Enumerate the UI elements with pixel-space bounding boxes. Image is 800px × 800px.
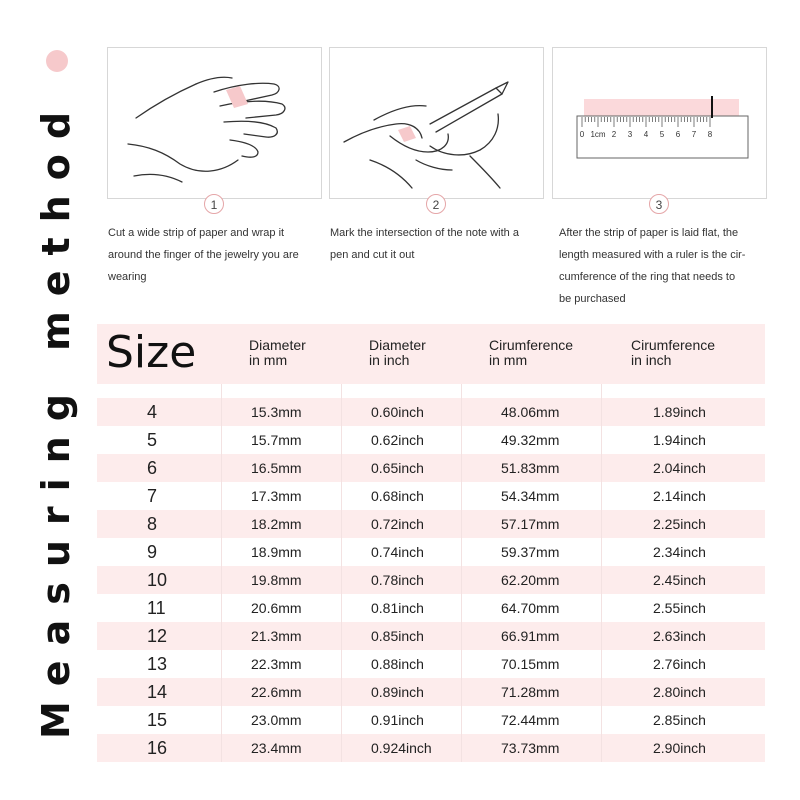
table-row bbox=[97, 678, 765, 706]
step-2-illustration bbox=[329, 47, 544, 199]
cell-circ-mm: 54.34mm bbox=[501, 488, 560, 504]
step-2-line: pen and cut it out bbox=[330, 249, 415, 261]
col-head-circumference-inch bbox=[631, 338, 715, 368]
cell-circ-mm: 73.73mm bbox=[501, 740, 560, 756]
paper-strip bbox=[584, 99, 739, 116]
step-1-line: Cut a wide strip of paper and wrap it bbox=[108, 227, 285, 239]
col-head-circumference-mm bbox=[489, 338, 573, 368]
step-1-number: 1 bbox=[204, 194, 224, 214]
step-3-line: length measured with a ruler is the cir- bbox=[559, 249, 746, 261]
cell-circ-mm: 70.15mm bbox=[501, 656, 560, 672]
cell-dia-inch: 0.924inch bbox=[371, 740, 432, 756]
table-row bbox=[97, 454, 765, 482]
col-head-diameter-inch bbox=[369, 338, 426, 368]
step-1-illustration bbox=[107, 47, 322, 199]
cell-circ-inch: 2.80inch bbox=[653, 684, 706, 700]
ruler-label: 1cm bbox=[590, 130, 606, 139]
cell-circ-mm: 59.37mm bbox=[501, 544, 560, 560]
table-row bbox=[97, 426, 765, 454]
cell-circ-inch: 1.94inch bbox=[653, 432, 706, 448]
col-head-diameter-mm bbox=[249, 338, 306, 368]
cell-size: 12 bbox=[147, 626, 168, 646]
cell-circ-mm: 48.06mm bbox=[501, 404, 560, 420]
cell-dia-inch: 0.65inch bbox=[371, 460, 424, 476]
cell-circ-inch: 2.63inch bbox=[653, 628, 706, 644]
cell-dia-mm: 16.5mm bbox=[251, 460, 302, 476]
accent-dot bbox=[46, 50, 68, 72]
cell-size: 6 bbox=[147, 458, 158, 478]
ruler-label: 7 bbox=[691, 130, 697, 139]
cell-circ-inch: 2.90inch bbox=[653, 740, 706, 756]
table-row bbox=[97, 734, 765, 762]
table-row bbox=[97, 510, 765, 538]
col-head-line: in mm bbox=[489, 352, 528, 368]
table-body bbox=[97, 398, 765, 762]
cell-dia-mm: 15.3mm bbox=[251, 404, 302, 420]
table-row bbox=[97, 622, 765, 650]
cell-circ-inch: 2.34inch bbox=[653, 544, 706, 560]
cell-circ-inch: 2.45inch bbox=[653, 572, 706, 588]
cell-circ-inch: 1.89inch bbox=[653, 404, 706, 420]
step-3-number: 3 bbox=[649, 194, 669, 214]
cell-circ-inch: 2.25inch bbox=[653, 516, 706, 532]
cell-circ-inch: 2.85inch bbox=[653, 712, 706, 728]
col-head-line: Diameter bbox=[249, 337, 306, 353]
col-head-line: Cirumference bbox=[489, 337, 574, 353]
col-head-line: Cirumference bbox=[631, 337, 716, 353]
cell-dia-inch: 0.85inch bbox=[371, 628, 424, 644]
cell-dia-mm: 17.3mm bbox=[251, 488, 302, 504]
cell-dia-inch: 0.81inch bbox=[371, 600, 424, 616]
cell-dia-mm: 22.6mm bbox=[251, 684, 302, 700]
step-3-line: be purchased bbox=[559, 293, 626, 305]
cell-dia-inch: 0.62inch bbox=[371, 432, 424, 448]
cell-size: 4 bbox=[147, 402, 158, 422]
col-head-line: Diameter bbox=[369, 337, 426, 353]
table-row bbox=[97, 398, 765, 426]
table-row bbox=[97, 538, 765, 566]
table-row bbox=[97, 650, 765, 678]
step-2-line: Mark the intersection of the note with a bbox=[330, 227, 519, 239]
step-3-text bbox=[559, 222, 745, 310]
cell-circ-mm: 66.91mm bbox=[501, 628, 560, 644]
marked-paper bbox=[398, 126, 416, 142]
step-3-line: After the strip of paper is laid flat, the bbox=[559, 227, 739, 239]
cell-circ-mm: 51.83mm bbox=[501, 460, 560, 476]
col-head-line: in inch bbox=[631, 352, 672, 368]
ruler-label: 2 bbox=[611, 130, 617, 139]
table-header bbox=[97, 324, 765, 384]
cell-size: 13 bbox=[147, 654, 168, 674]
cell-dia-mm: 19.8mm bbox=[251, 572, 302, 588]
step-1-line: around the finger of the jewelry you are bbox=[108, 249, 299, 261]
ruler-label: 3 bbox=[627, 130, 633, 139]
cell-size: 11 bbox=[147, 598, 166, 618]
cell-dia-mm: 23.4mm bbox=[251, 740, 302, 756]
cell-circ-inch: 2.55inch bbox=[653, 600, 706, 616]
header-gap bbox=[97, 384, 765, 398]
ruler-label: 0 bbox=[579, 130, 585, 139]
cell-dia-inch: 0.91inch bbox=[371, 712, 424, 728]
cell-dia-inch: 0.74inch bbox=[371, 544, 424, 560]
hand-paper-icon bbox=[108, 48, 323, 200]
cell-size: 10 bbox=[147, 570, 168, 590]
cell-dia-inch: 0.89inch bbox=[371, 684, 424, 700]
cell-dia-inch: 0.60inch bbox=[371, 404, 424, 420]
cell-dia-mm: 18.2mm bbox=[251, 516, 302, 532]
table-row bbox=[97, 482, 765, 510]
cell-circ-mm: 62.20mm bbox=[501, 572, 560, 588]
hand-pen-icon bbox=[330, 48, 545, 200]
cell-size: 7 bbox=[147, 486, 158, 506]
cell-dia-inch: 0.68inch bbox=[371, 488, 424, 504]
cell-circ-inch: 2.04inch bbox=[653, 460, 706, 476]
cell-size: 9 bbox=[147, 542, 158, 562]
step-3-line: cumference of the ring that needs to bbox=[559, 271, 736, 283]
cell-dia-inch: 0.72inch bbox=[371, 516, 424, 532]
table-row bbox=[97, 566, 765, 594]
cell-size: 16 bbox=[147, 738, 168, 758]
ruler-label: 8 bbox=[707, 130, 713, 139]
cell-size: 8 bbox=[147, 514, 158, 534]
cell-dia-mm: 15.7mm bbox=[251, 432, 302, 448]
step-3-illustration bbox=[552, 47, 767, 199]
size-table bbox=[97, 324, 765, 762]
cell-dia-mm: 21.3mm bbox=[251, 628, 302, 644]
cell-dia-mm: 18.9mm bbox=[251, 544, 302, 560]
size-heading: Size bbox=[106, 327, 197, 378]
step-2-text bbox=[330, 222, 519, 266]
ruler-label: 4 bbox=[643, 130, 649, 139]
cell-circ-inch: 2.76inch bbox=[653, 656, 706, 672]
table-row bbox=[97, 594, 765, 622]
col-head-line: in inch bbox=[369, 352, 410, 368]
cell-circ-mm: 72.44mm bbox=[501, 712, 560, 728]
cell-circ-mm: 71.28mm bbox=[501, 684, 560, 700]
ruler-label: 6 bbox=[675, 130, 681, 139]
cell-circ-mm: 49.32mm bbox=[501, 432, 560, 448]
cell-dia-inch: 0.88inch bbox=[371, 656, 424, 672]
cell-circ-mm: 57.17mm bbox=[501, 516, 560, 532]
step-1-line: wearing bbox=[108, 271, 147, 283]
cell-dia-mm: 20.6mm bbox=[251, 600, 302, 616]
col-head-line: in mm bbox=[249, 352, 288, 368]
table-row bbox=[97, 706, 765, 734]
cell-circ-mm: 64.70mm bbox=[501, 600, 560, 616]
cell-dia-inch: 0.78inch bbox=[371, 572, 424, 588]
step-1-text bbox=[108, 222, 299, 288]
cell-circ-inch: 2.14inch bbox=[653, 488, 706, 504]
cell-dia-mm: 23.0mm bbox=[251, 712, 302, 728]
ruler-icon bbox=[553, 48, 768, 200]
cell-size: 15 bbox=[147, 710, 168, 730]
cell-dia-mm: 22.3mm bbox=[251, 656, 302, 672]
side-title: Measuring method bbox=[34, 96, 78, 740]
ruler-label: 5 bbox=[659, 130, 665, 139]
cell-size: 5 bbox=[147, 430, 158, 450]
step-2-number: 2 bbox=[426, 194, 446, 214]
cell-size: 14 bbox=[147, 682, 168, 702]
